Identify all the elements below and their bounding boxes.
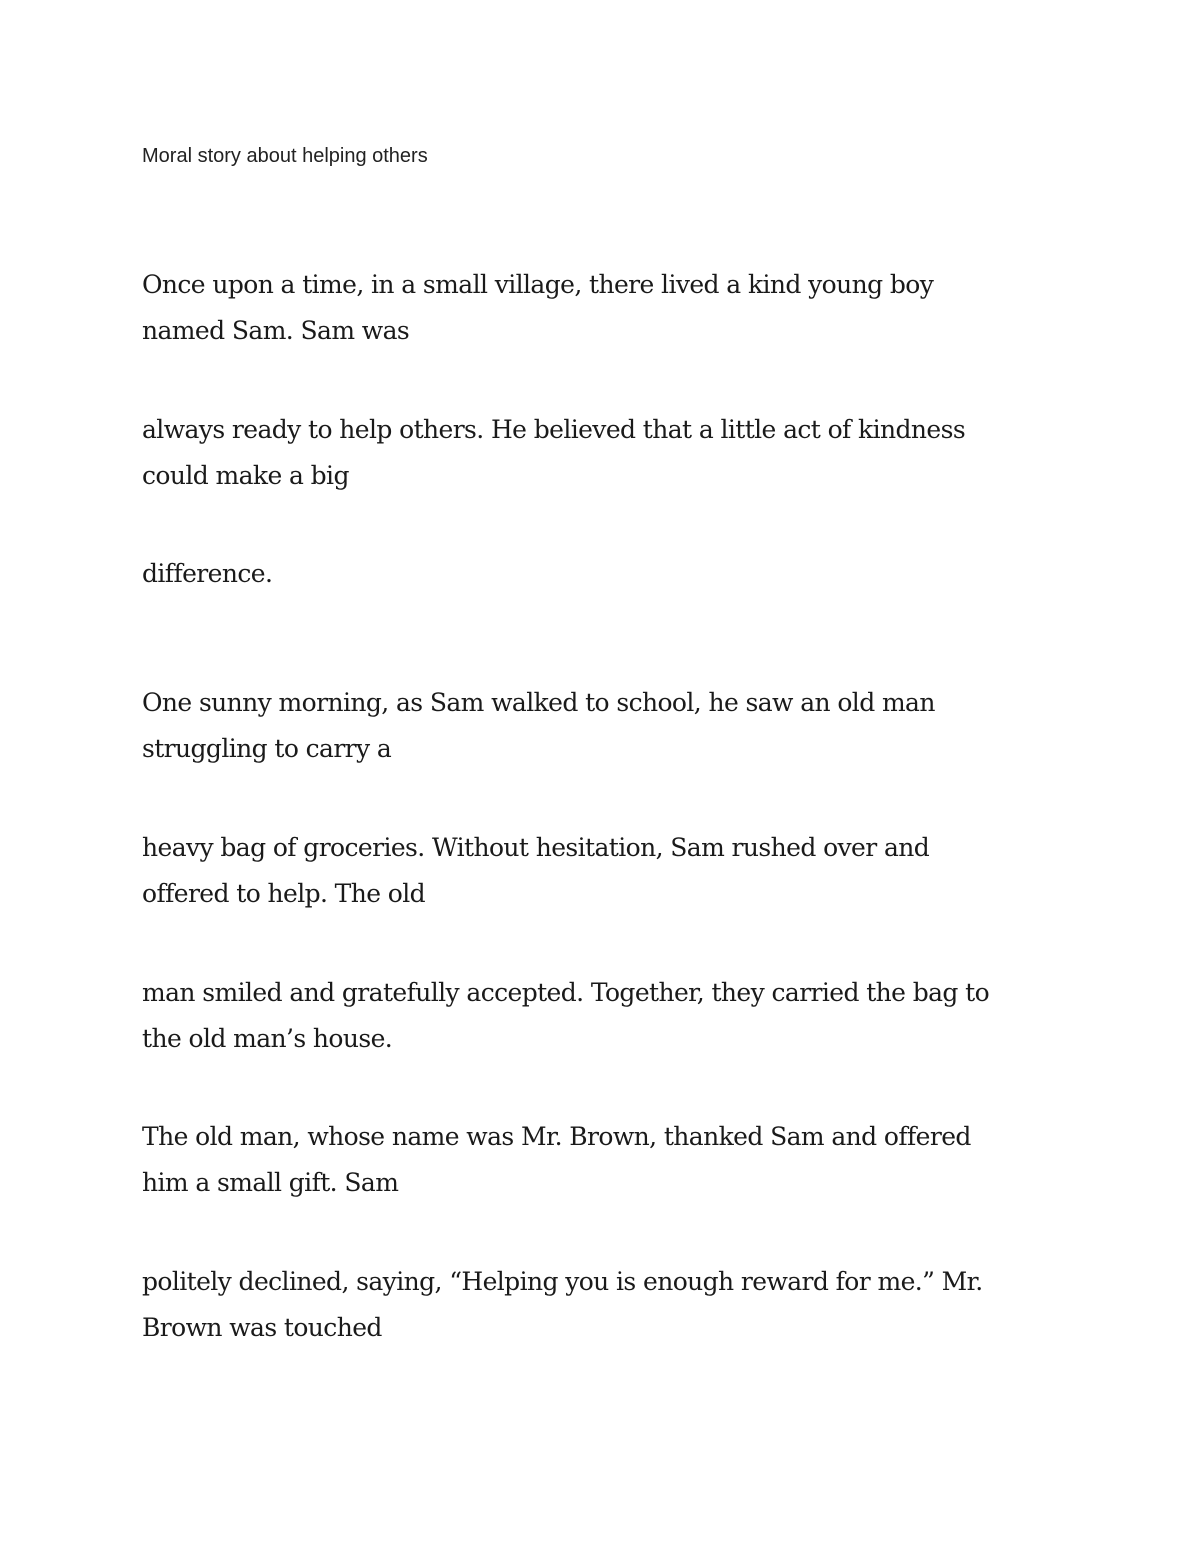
paragraph-line: offered to help. The old — [142, 879, 426, 908]
paragraph-line: struggling to carry a — [142, 734, 392, 763]
story-paragraph — [142, 680, 1062, 772]
paragraph-line: named Sam. Sam was — [142, 316, 410, 345]
paragraph-line: The old man, whose name was Mr. Brown, thanked Sam and offered — [142, 1122, 971, 1151]
paragraph-line: Once upon a time, in a small village, there lived a kind young boy — [142, 270, 934, 299]
paragraph-line: him a small gift. Sam — [142, 1168, 399, 1197]
paragraph-line: always ready to help others. He believed that a little act of kindness — [142, 415, 966, 444]
paragraph-line: politely declined, saying, “Helping you is enough reward for me.” Mr. — [142, 1267, 983, 1296]
story-paragraph — [142, 262, 1062, 354]
paragraph-line: Brown was touched — [142, 1313, 382, 1342]
paragraph-line: the old man’s house. — [142, 1024, 393, 1053]
story-paragraph — [142, 551, 1062, 597]
story-paragraph — [142, 1259, 1062, 1351]
story-paragraph — [142, 407, 1062, 499]
story-paragraph — [142, 825, 1062, 917]
paragraph-line: One sunny morning, as Sam walked to school, he saw an old man — [142, 688, 935, 717]
paragraph-line: difference. — [142, 559, 273, 588]
story-paragraph — [142, 1114, 1062, 1206]
paragraph-line: man smiled and gratefully accepted. Together, they carried the bag to — [142, 978, 990, 1007]
story-paragraph — [142, 970, 1062, 1062]
paragraph-line: could make a big — [142, 461, 349, 490]
paragraph-line: heavy bag of groceries. Without hesitation, Sam rushed over and — [142, 833, 930, 862]
document-title: Moral story about helping others — [142, 145, 428, 167]
